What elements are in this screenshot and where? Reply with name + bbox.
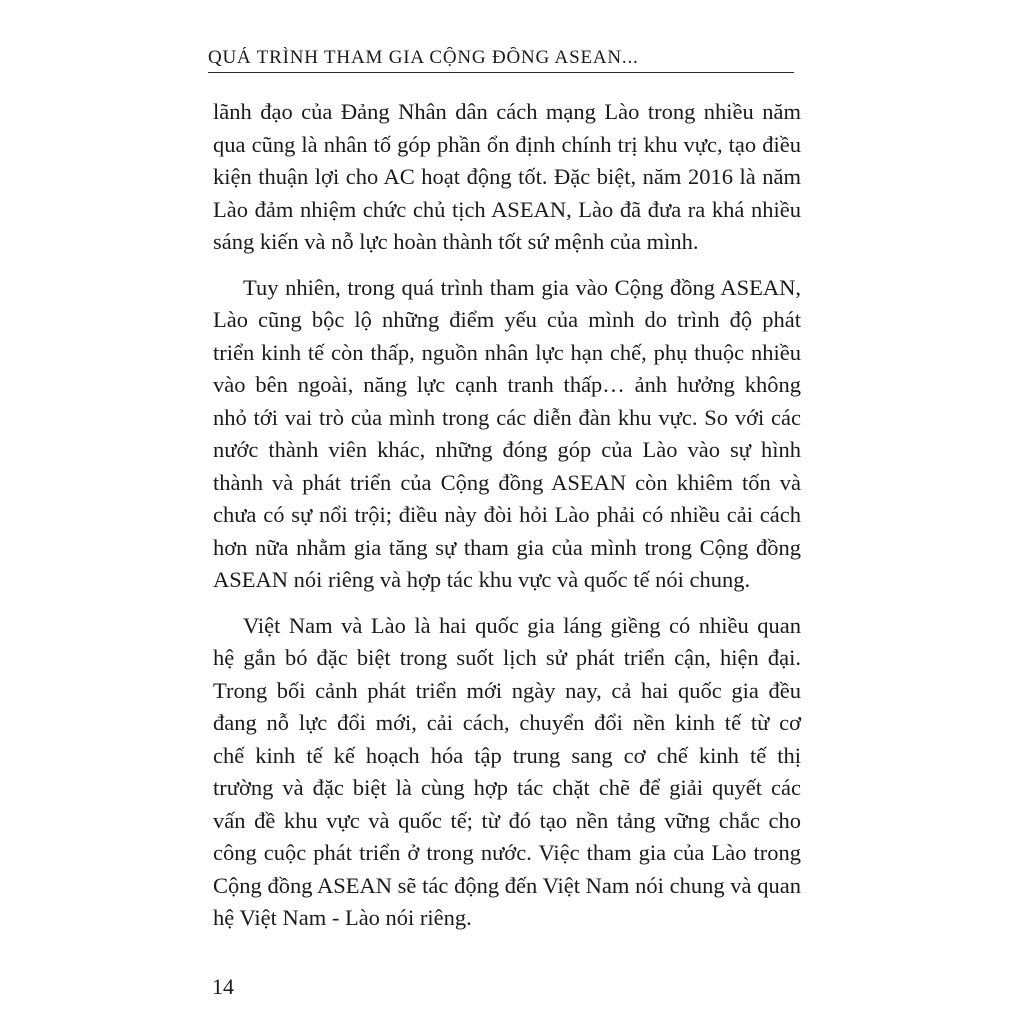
text-line: vào bên ngoài, năng lực cạnh tranh thấp… ảnh hưởng không xyxy=(213,372,801,397)
text-line: Trong bối cảnh phát triển mới ngày nay, cả hai quốc gia đều xyxy=(213,677,801,703)
text-line: lãnh đạo của Đảng Nhân dân cách mạng Lào trong nhiều năm xyxy=(213,99,801,124)
text-line: Lào cũng bộc lộ những điểm yếu của mình do trình độ phát xyxy=(213,307,801,332)
text-line: qua cũng là nhân tố góp phần ổn định chính trị khu vực, tạo điều xyxy=(213,131,801,157)
text-line: sáng kiến và nỗ lực hoàn thành tốt sứ mệnh của mình. xyxy=(213,229,699,254)
text-line: hệ gắn bó đặc biệt trong suốt lịch sử phát triển cận, hiện đại. xyxy=(213,645,801,670)
running-header: QUÁ TRÌNH THAM GIA CỘNG ĐỒNG ASEAN... xyxy=(208,47,639,68)
text-line: hệ Việt Nam - Lào nói riêng. xyxy=(213,905,472,930)
text-line: Lào đảm nhiệm chức chủ tịch ASEAN, Lào đã đưa ra khá nhiều xyxy=(213,196,801,222)
header-rule xyxy=(208,72,794,73)
text-line: nước thành viên khác, những đóng góp của Lào vào sự hình xyxy=(213,437,801,462)
text-line: ASEAN nói riêng và hợp tác khu vực và quốc tế nói chung. xyxy=(213,567,751,592)
text-line: thành và phát triển của Cộng đồng ASEAN còn khiêm tốn và xyxy=(213,469,801,495)
text-line: chưa có sự nổi trội; điều này đòi hỏi Lào phải có nhiều cải cách xyxy=(213,502,801,527)
paragraph-3 xyxy=(213,610,801,935)
text-line: kiện thuận lợi cho AC hoạt động tốt. Đặc biệt, năm 2016 là năm xyxy=(213,164,801,189)
text-line: triển kinh tế còn thấp, nguồn nhân lực hạn chế, phụ thuộc nhiều xyxy=(213,339,801,365)
page-number: 14 xyxy=(212,974,234,999)
text-line: chế kinh tế kế hoạch hóa tập trung sang cơ chế kinh tế thị xyxy=(213,742,801,768)
text-line: công cuộc phát triển ở trong nước. Việc tham gia của Lào trong xyxy=(213,840,801,865)
text-line: đang nỗ lực đổi mới, cải cách, chuyển đổi nền kinh tế từ cơ xyxy=(213,710,801,735)
text-line: vấn đề khu vực và quốc tế; từ đó tạo nền tảng vững chắc cho xyxy=(213,807,801,833)
body-text xyxy=(213,96,801,948)
text-line: Cộng đồng ASEAN sẽ tác động đến Việt Nam nói chung và quan xyxy=(213,872,801,898)
text-line: nhỏ tới vai trò của mình trong các diễn đàn khu vực. So với các xyxy=(213,404,801,430)
text-line: hơn nữa nhằm gia tăng sự tham gia của mình trong Cộng đồng xyxy=(213,534,801,560)
text-line: Việt Nam và Lào là hai quốc gia láng giềng có nhiều quan xyxy=(243,612,801,638)
paragraph-1 xyxy=(213,96,801,259)
text-line: Tuy nhiên, trong quá trình tham gia vào Cộng đồng ASEAN, xyxy=(243,274,801,300)
text-line: trường và đặc biệt là cùng hợp tác chặt chẽ để giải quyết các xyxy=(213,775,801,800)
paragraph-2 xyxy=(213,272,801,597)
